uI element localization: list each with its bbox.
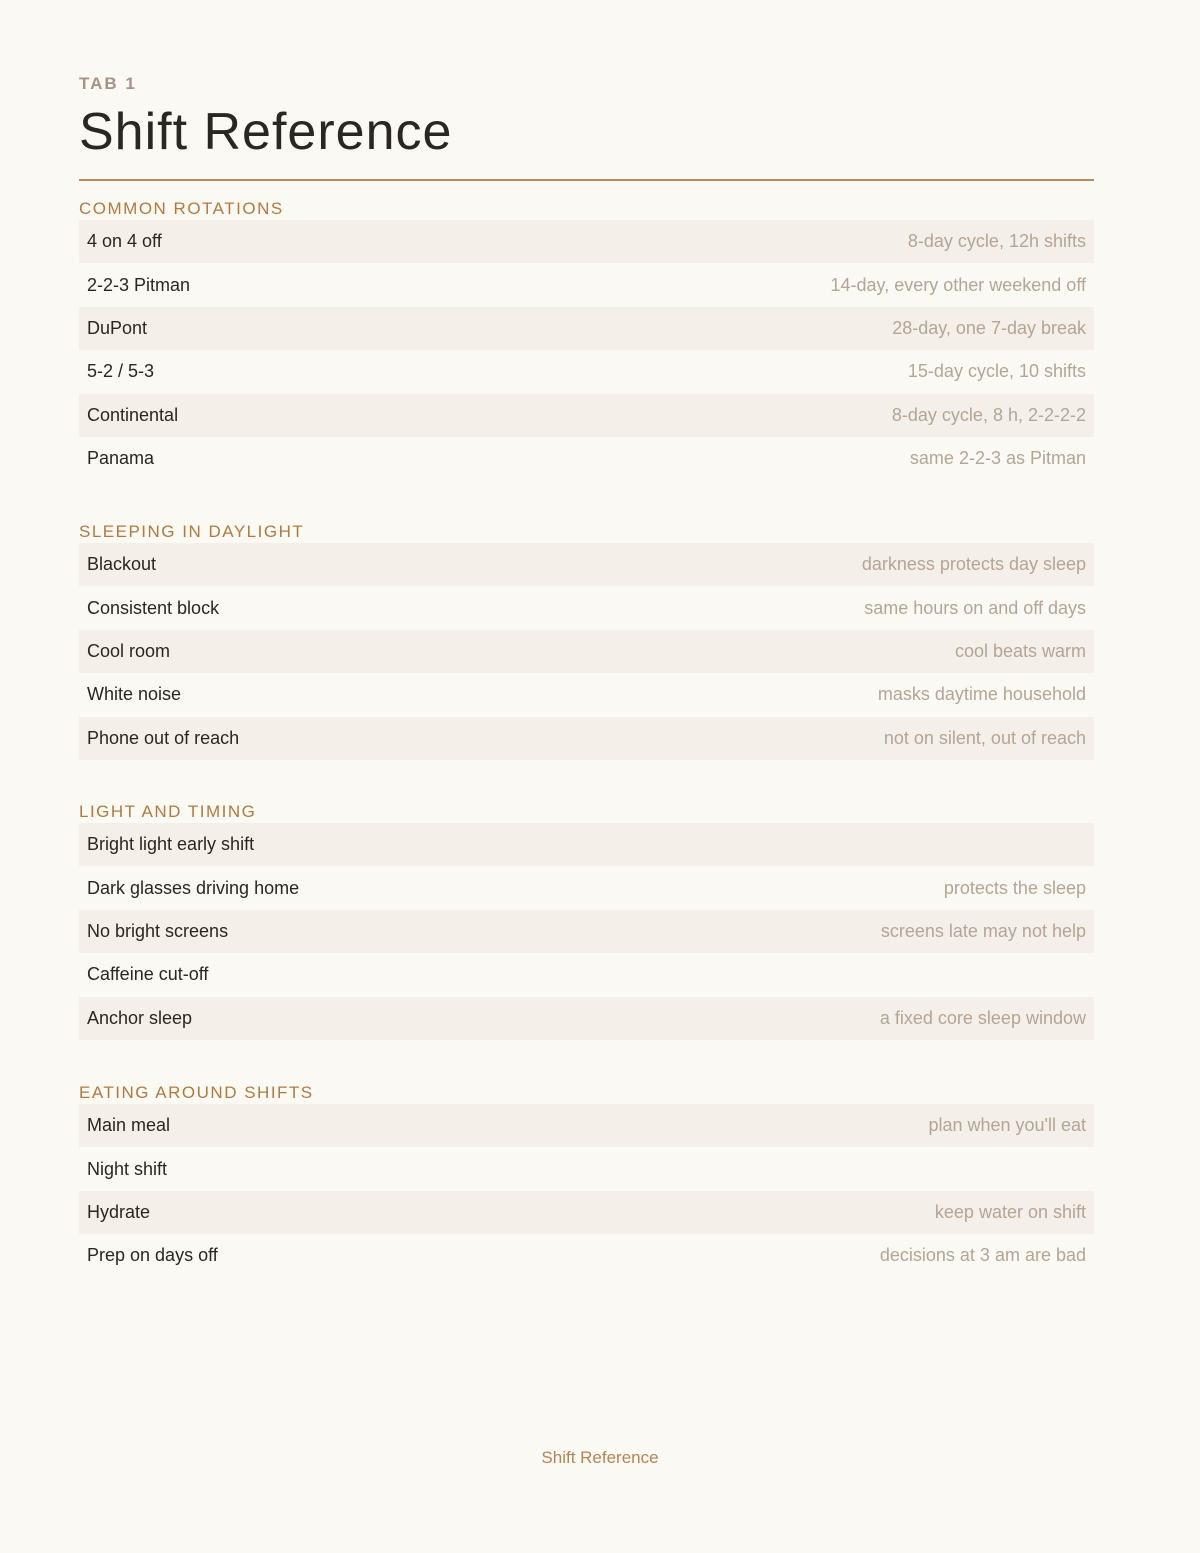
- item-label: Consistent block: [87, 597, 220, 618]
- item-note: plan when you'll eat: [928, 1115, 1086, 1136]
- item-label: 4 on 4 off: [87, 231, 162, 252]
- section-sleeping-in-daylight: [79, 521, 1094, 760]
- item-label: Cool room: [87, 640, 171, 661]
- page-title: Shift Reference: [79, 103, 453, 161]
- list-item: [79, 1191, 1094, 1234]
- item-label: Continental: [87, 404, 179, 425]
- item-note: 8-day cycle, 12h shifts: [907, 231, 1086, 252]
- section-common-rotations: [79, 198, 1094, 480]
- item-label: 2-2-3 Pitman: [87, 274, 191, 295]
- list-item: [79, 307, 1094, 350]
- list-item: [79, 866, 1094, 909]
- item-note: same hours on and off days: [864, 597, 1086, 618]
- list-item: [79, 1147, 1094, 1190]
- list-item: [79, 630, 1094, 673]
- item-note: 14-day, every other weekend off: [830, 274, 1086, 295]
- item-label: DuPont: [87, 317, 148, 338]
- list-item: [79, 997, 1094, 1040]
- item-note: keep water on shift: [934, 1201, 1086, 1222]
- list-item: [79, 394, 1094, 437]
- item-note: decisions at 3 am are bad: [879, 1245, 1086, 1266]
- list-item: [79, 1104, 1094, 1147]
- item-note: not on silent, out of reach: [883, 727, 1086, 748]
- section-light-and-timing: [79, 801, 1094, 1040]
- list-item: [79, 263, 1094, 306]
- item-note: screens late may not help: [880, 920, 1086, 941]
- item-label: 5-2 / 5-3: [87, 361, 155, 382]
- item-note: darkness protects day sleep: [861, 554, 1086, 575]
- item-note: masks daytime household: [877, 684, 1086, 705]
- page-footer: Shift Reference: [541, 1448, 659, 1467]
- item-note: protects the sleep: [943, 877, 1086, 898]
- list-item: [79, 1234, 1094, 1277]
- list-item: [79, 543, 1094, 586]
- item-label: Main meal: [87, 1115, 171, 1136]
- item-label: Bright light early shift: [87, 834, 255, 855]
- section-eating-around-shifts: [79, 1082, 1094, 1278]
- item-label: White noise: [87, 684, 182, 705]
- item-label: Night shift: [87, 1158, 168, 1179]
- list-item: [79, 220, 1094, 263]
- list-item: [79, 586, 1094, 629]
- list-item: [79, 910, 1094, 953]
- item-label: Dark glasses driving home: [87, 877, 300, 898]
- item-note: cool beats warm: [954, 640, 1086, 661]
- item-label: Caffeine cut-off: [87, 964, 209, 985]
- item-note: same 2-2-3 as Pitman: [909, 448, 1086, 469]
- item-label: No bright screens: [87, 920, 229, 941]
- item-label: Phone out of reach: [87, 727, 240, 748]
- list-item: [79, 437, 1094, 480]
- item-label: Hydrate: [87, 1201, 151, 1222]
- item-label: Anchor sleep: [87, 1007, 193, 1028]
- list-item: [79, 717, 1094, 760]
- title-divider: [79, 179, 1094, 181]
- tab-eyebrow: TAB 1: [79, 74, 137, 93]
- item-note: 15-day cycle, 10 shifts: [907, 361, 1086, 382]
- section-heading: LIGHT AND TIMING: [79, 802, 257, 821]
- item-note: a fixed core sleep window: [879, 1007, 1086, 1028]
- section-heading: EATING AROUND SHIFTS: [79, 1083, 314, 1102]
- item-label: Prep on days off: [87, 1245, 218, 1266]
- section-heading: SLEEPING IN DAYLIGHT: [79, 522, 305, 541]
- list-item: [79, 953, 1094, 996]
- list-item: [79, 350, 1094, 393]
- list-item: [79, 823, 1094, 866]
- section-heading: COMMON ROTATIONS: [79, 199, 284, 218]
- item-note: 8-day cycle, 8 h, 2-2-2-2: [891, 404, 1086, 425]
- list-item: [79, 673, 1094, 716]
- item-label: Blackout: [87, 554, 157, 575]
- item-label: Panama: [87, 448, 155, 469]
- item-note: 28-day, one 7-day break: [892, 317, 1086, 338]
